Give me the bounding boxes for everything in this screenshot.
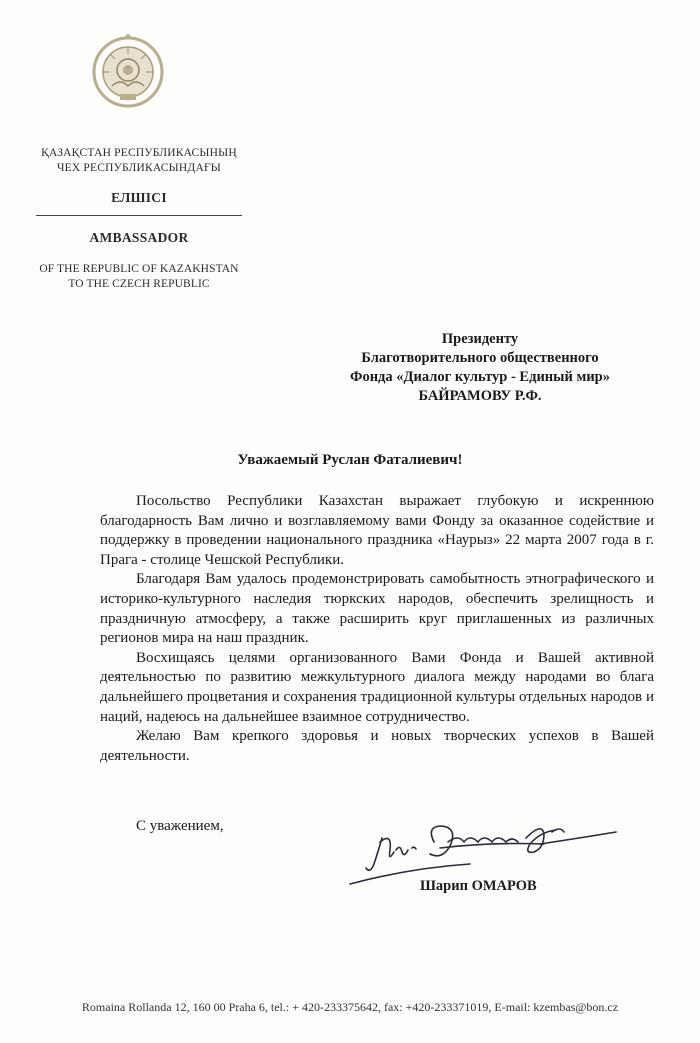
letterhead — [24, 146, 254, 292]
letterhead-divider — [36, 215, 242, 216]
letterhead-en-title: AMBASSADOR — [89, 230, 189, 245]
addressee-line4: БАЙРАМОВУ Р.Ф. — [418, 388, 542, 404]
addressee-line1: Президенту — [441, 331, 519, 347]
body-paragraph-1: Посольство Республики Казахстан выражает глубокую и искреннюю благодарность Вам лично и возглавляемому вами Фонду за оказанное содействие и поддержку в проведении национального праздника «Наурыз» 22 марта 2007 года в г. Прага - столице Чешской Республики. — [100, 493, 654, 568]
signature-image — [330, 808, 630, 888]
letter-body — [100, 492, 654, 766]
letterhead-en-line2: TO THE CZECH REPUBLIC — [68, 278, 210, 290]
letterhead-kz-line2: ЧЕХ РЕСПУБЛИКАСЫНДАҒЫ — [56, 162, 222, 174]
body-paragraph-3: Восхищаясь целями организованного Вами Фонда и Вашей активной деятельностью по развитию межкультурного диалога между народами во блага дальнейшего процветания и сохранения традиционной культуры отдельных народов и наций, надеюсь на дальнейшее взаимное сотрудничество. — [100, 649, 654, 725]
addressee-line3: Фонда «Диалог культур - Единый мир» — [350, 369, 610, 385]
state-emblem-icon — [90, 34, 166, 110]
addressee-line2: Благотворительного общественного — [361, 350, 599, 366]
body-paragraph-2: Благодаря Вам удалось продемонстрировать самобытность этнографического и историко-культурного наследия тюркских народов, обеспечить зрелищность и праздничную атмосферу, а также расширить круг приглашенных из различных регионов мира на наш праздник. — [100, 571, 654, 647]
body-paragraph-4: Желаю Вам крепкого здоровья и новых творческих успехов в Вашей деятельности. — [100, 728, 654, 764]
letterhead-kz-title: ЕЛШІСІ — [111, 190, 167, 205]
footer-contacts — [0, 1000, 700, 1015]
letterhead-en-line1: OF THE REPUBLIC OF KAZAKHSTAN — [39, 263, 239, 275]
signer-name: Шарип ОМАРОВ — [420, 878, 537, 894]
addressee-block — [300, 330, 660, 406]
closing: С уважением, — [136, 818, 224, 834]
salutation: Уважаемый Руслан Фаталиевич! — [237, 452, 463, 468]
letterhead-kz-line1: ҚАЗАҚСТАН РЕСПУБЛИКАСЫНЫҢ — [41, 147, 237, 159]
footer-text: Romaina Rollanda 12, 160 00 Praha 6, tel.: + 420-233375642, fax: +420-233371019, E-mail: kzembas@bon.cz — [81, 1000, 619, 1014]
